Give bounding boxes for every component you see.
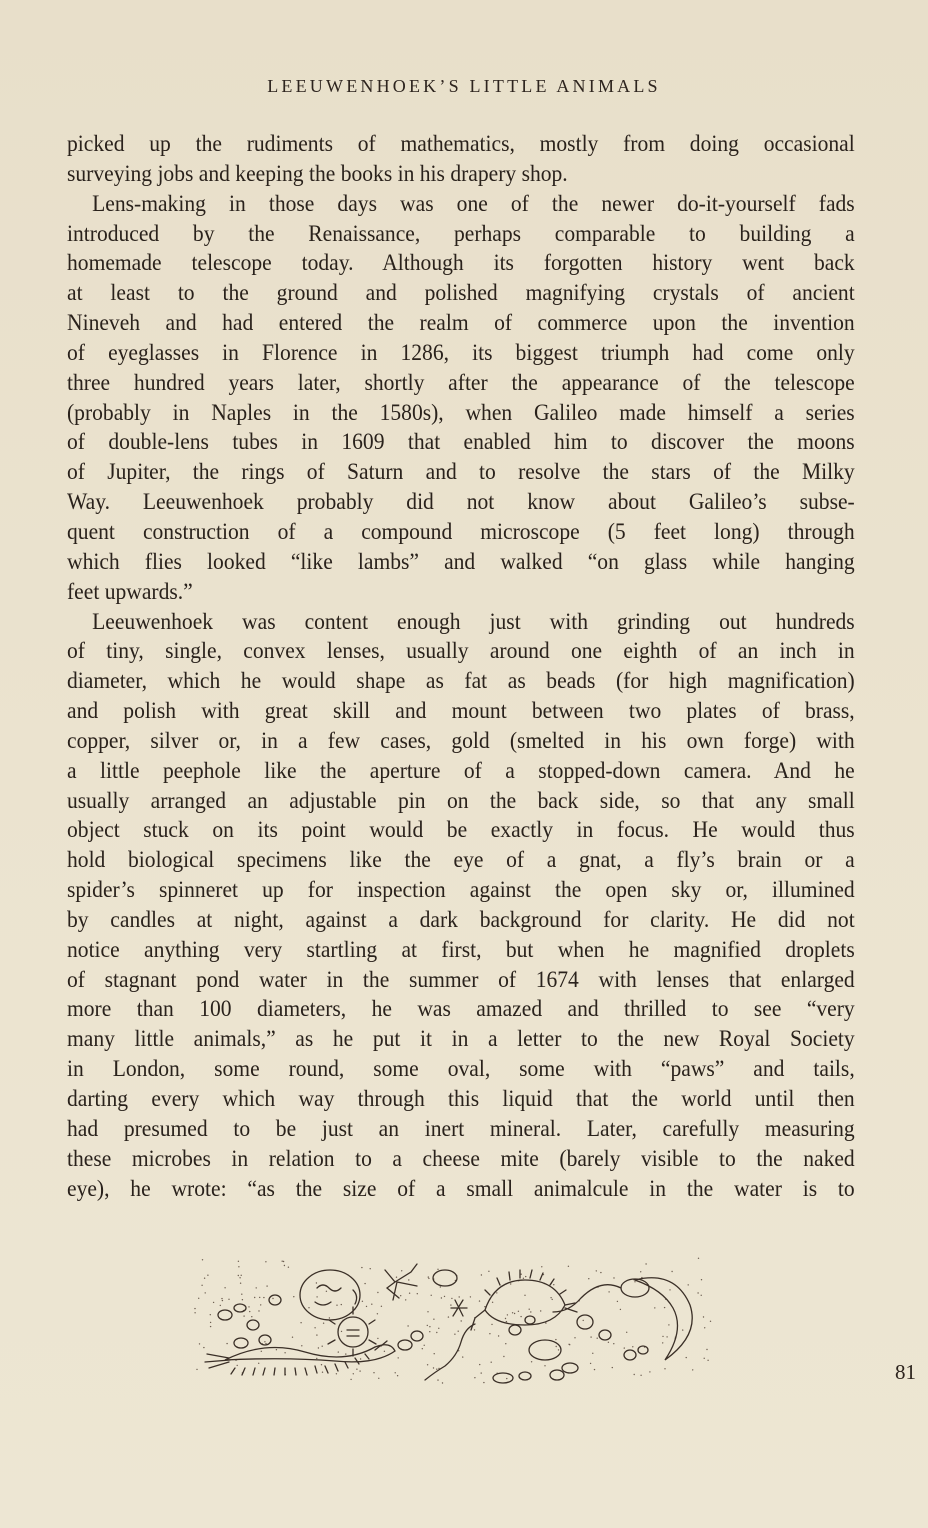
stipple-dot: [438, 1328, 439, 1329]
stipple-dot: [397, 1375, 398, 1376]
text-line: darting every which way through this liquid that the world until then: [67, 1086, 855, 1112]
stipple-dot: [265, 1261, 266, 1262]
stipple-dot: [265, 1343, 266, 1344]
running-head: LEEUWENHOEK’S LITTLE ANIMALS: [267, 76, 661, 96]
stipple-dot: [664, 1307, 665, 1308]
stipple-dot: [341, 1304, 342, 1305]
stipple-dot: [266, 1285, 267, 1286]
text-line: notice anything very startling at first, but when he magnified droplets: [67, 936, 855, 963]
stipple-dot: [201, 1285, 202, 1286]
stipple-dot: [198, 1298, 199, 1299]
stipple-dot: [427, 1364, 428, 1365]
stipple-dot: [258, 1310, 259, 1311]
stipple-dot: [366, 1306, 367, 1307]
stipple-dot: [264, 1341, 265, 1342]
stipple-dot: [442, 1382, 443, 1383]
text-line: Lens-making in those days was one of the newer do-it-yourself fads: [92, 190, 855, 217]
stipple-dot: [710, 1321, 711, 1322]
stipple-dot: [574, 1337, 575, 1338]
stipple-dot: [645, 1263, 646, 1264]
stipple-dot: [408, 1279, 409, 1280]
stipple-dot: [668, 1324, 669, 1325]
stipple-dot: [400, 1295, 401, 1296]
page-number: 81: [895, 1360, 916, 1384]
stipple-dot: [429, 1326, 430, 1327]
stipple-dot: [431, 1295, 432, 1296]
stipple-dot: [596, 1270, 597, 1271]
stipple-dot: [568, 1266, 569, 1267]
stipple-dot: [321, 1364, 322, 1365]
stipple-dot: [194, 1308, 195, 1309]
text-line: quent construction of a compound microscope (5 feet long) through: [67, 518, 855, 545]
stipple-dot: [251, 1316, 252, 1317]
stipple-dot: [544, 1365, 545, 1366]
stipple-dot: [481, 1372, 482, 1373]
text-line: Nineveh and had entered the realm of commerce upon the invention: [67, 310, 855, 337]
stipple-dot: [505, 1318, 506, 1319]
stipple-dot: [514, 1313, 515, 1314]
stipple-dot: [491, 1362, 492, 1363]
stipple-dot: [640, 1271, 641, 1272]
stipple-dot: [590, 1363, 591, 1364]
stipple-dot: [345, 1353, 346, 1354]
stipple-dot: [373, 1372, 374, 1373]
stipple-dot: [361, 1267, 362, 1268]
text-line: many little animals,” as he put it in a letter to the new Royal Society: [67, 1026, 855, 1053]
stipple-dot: [370, 1268, 371, 1269]
stipple-dot: [341, 1331, 342, 1332]
stipple-dot: [326, 1291, 327, 1292]
stipple-dot: [300, 1322, 301, 1323]
stipple-dot: [649, 1371, 650, 1372]
stipple-dot: [474, 1329, 475, 1330]
stipple-dot: [207, 1275, 208, 1276]
stipple-dot: [664, 1368, 665, 1369]
stipple-dot: [613, 1277, 614, 1278]
stipple-dot: [540, 1310, 541, 1311]
stipple-dot: [525, 1276, 526, 1277]
stipple-dot: [422, 1348, 423, 1349]
stipple-dot: [529, 1309, 530, 1310]
stipple-dot: [359, 1370, 360, 1371]
stipple-dot: [583, 1320, 584, 1321]
stipple-dot: [707, 1360, 708, 1361]
stipple-dot: [350, 1379, 351, 1380]
text-line: a little peephole like the aperture of a stopped-down camera. And he: [67, 757, 855, 784]
stipple-dot: [210, 1326, 211, 1327]
stipple-dot: [434, 1353, 435, 1354]
stipple-dot: [329, 1317, 330, 1318]
stipple-dot: [292, 1337, 293, 1338]
stipple-dot: [588, 1278, 589, 1279]
stipple-dot: [510, 1283, 511, 1284]
text-line: three hundred years later, shortly after the appearance of the telescope: [67, 369, 855, 396]
stipple-dot: [336, 1373, 337, 1374]
stipple-dot: [283, 1261, 284, 1262]
stipple-dot: [662, 1342, 663, 1343]
stipple-dot: [284, 1265, 285, 1266]
stipple-dot: [238, 1261, 239, 1262]
stipple-dot: [428, 1276, 429, 1277]
stipple-dot: [210, 1314, 211, 1315]
stipple-dot: [634, 1281, 635, 1282]
stipple-dot: [228, 1299, 229, 1300]
text-line: in London, some round, some oval, some with “paws” and tails,: [67, 1056, 855, 1083]
stipple-dot: [237, 1365, 238, 1366]
stipple-dot: [437, 1379, 438, 1380]
stipple-dot: [241, 1275, 242, 1276]
stipple-dot: [254, 1297, 255, 1298]
star-cell: [328, 1307, 376, 1356]
stipple-dot: [568, 1344, 569, 1345]
stipple-dot: [451, 1298, 452, 1299]
stipple-dot: [395, 1372, 396, 1373]
stipple-dot: [444, 1296, 445, 1297]
stipple-dot: [492, 1302, 493, 1303]
stipple-dot: [531, 1361, 532, 1362]
stipple-dot: [194, 1312, 195, 1313]
stipple-dot: [461, 1320, 462, 1321]
stipple-dot: [205, 1292, 206, 1293]
stipple-dot: [259, 1297, 260, 1298]
text-line: homemade telescope today. Although its forgotten history went back: [67, 250, 855, 277]
stipple-dot: [314, 1327, 315, 1328]
stipple-dot: [454, 1334, 455, 1335]
stipple-dot: [322, 1372, 323, 1373]
text-line: of stagnant pond water in the summer of 1674 with lenses that enlarged: [67, 966, 855, 993]
text-line: diameter, which he would shape as fat as beads (for high magnification): [67, 668, 855, 695]
stipple-dot: [701, 1279, 702, 1280]
text-line: at least to the ground and polished magnifying crystals of ancient: [67, 280, 855, 307]
stipple-dot: [276, 1349, 277, 1350]
text-line: spider’s spinneret up for inspection against the open sky or, illumined: [67, 877, 855, 904]
stipple-dot: [242, 1299, 243, 1300]
stipple-dot: [323, 1323, 324, 1324]
stipple-dot: [697, 1292, 698, 1293]
stipple-dot: [634, 1374, 635, 1375]
stipple-dot: [688, 1284, 689, 1285]
stipple-dot: [483, 1382, 484, 1383]
stipple-dot: [552, 1299, 553, 1300]
crescent-cell: [635, 1278, 692, 1360]
stipple-dot: [620, 1309, 621, 1310]
stipple-dot: [261, 1351, 262, 1352]
stipple-dot: [210, 1322, 211, 1323]
stipple-dot: [258, 1363, 259, 1364]
stipple-dot: [226, 1343, 227, 1344]
stipple-dot: [427, 1311, 428, 1312]
stipple-dot: [437, 1269, 438, 1270]
stipple-dot: [632, 1346, 633, 1347]
stipple-dot: [316, 1358, 317, 1359]
stipple-dot: [378, 1378, 379, 1379]
stipple-dot: [530, 1311, 531, 1312]
stipple-dot: [441, 1297, 442, 1298]
stipple-dot: [427, 1325, 428, 1326]
stipple-dot: [220, 1305, 221, 1306]
text-line: hold biological specimens like the eye of a gnat, a fly’s brain or a: [67, 847, 855, 874]
stipple-dot: [617, 1301, 618, 1302]
text-line: feet upwards.”: [67, 578, 193, 605]
text-line: eye), he wrote: “as the size of a small animalcule in the water is to: [67, 1175, 855, 1202]
stipple-dot: [249, 1311, 250, 1312]
small-star: [451, 1300, 467, 1316]
stipple-dot: [316, 1334, 317, 1335]
stipple-dot: [202, 1259, 203, 1260]
stipple-dot: [701, 1295, 702, 1296]
stipple-dot: [550, 1297, 551, 1298]
stipple-dot: [336, 1305, 337, 1306]
stipple-dot: [338, 1351, 339, 1352]
text-line: introduced by the Renaissance, perhaps comparable to building a: [67, 220, 855, 247]
stipple-dot: [224, 1287, 225, 1288]
text-line: surveying jobs and keeping the books in his drapery shop.: [67, 160, 568, 187]
stipple-dot: [353, 1373, 354, 1374]
stipple-dot: [377, 1313, 378, 1314]
stipple-dot: [520, 1316, 521, 1317]
stipple-dot: [377, 1338, 378, 1339]
stipple-dot: [384, 1351, 385, 1352]
stipple-dot: [555, 1339, 556, 1340]
stipple-dot: [204, 1278, 205, 1279]
stipple-dot: [669, 1289, 670, 1290]
stipple-dot: [362, 1301, 363, 1302]
text-line: and polish with great skill and mount between two plates of brass,: [67, 698, 855, 725]
text-line: copper, silver or, in a few cases, gold (smelted in his own forge) with: [67, 727, 855, 754]
text-line: Way. Leeuwenhoek probably did not know about Galileo’s subse-: [67, 489, 855, 516]
stipple-dot: [401, 1270, 402, 1271]
stipple-dot: [240, 1283, 241, 1284]
stipple-dot: [594, 1369, 595, 1370]
stipple-dot: [474, 1377, 475, 1378]
stipple-dot: [213, 1302, 214, 1303]
stipple-dot: [429, 1331, 430, 1332]
stipple-dot: [613, 1343, 614, 1344]
stipple-dot: [448, 1316, 449, 1317]
stipple-dot: [558, 1349, 559, 1350]
stipple-dot: [398, 1357, 399, 1358]
stipple-dot: [238, 1275, 239, 1276]
text-line: of tiny, single, convex lenses, usually around one eighth of an inch in: [67, 638, 855, 665]
stipple-dot: [288, 1267, 289, 1268]
stipple-dot: [506, 1378, 507, 1379]
stipple-dot: [256, 1287, 257, 1288]
stipple-dot: [523, 1278, 524, 1279]
stipple-dot: [433, 1319, 434, 1320]
stipple-dot: [654, 1307, 655, 1308]
round-cell: [300, 1270, 360, 1320]
stipple-dot: [686, 1357, 687, 1358]
stipple-dot: [704, 1327, 705, 1328]
text-line: more than 100 diameters, he was amazed and thrilled to see “very: [67, 996, 855, 1023]
stipple-dot: [243, 1315, 244, 1316]
animalcules-illustration: [185, 1250, 735, 1395]
stipple-dot: [377, 1292, 378, 1293]
stipple-dot: [521, 1274, 522, 1275]
stipple-dot: [284, 1352, 285, 1353]
stipple-dot: [481, 1274, 482, 1275]
stipple-dot: [692, 1369, 693, 1370]
stipple-dot: [512, 1312, 513, 1313]
stipple-dot: [364, 1283, 365, 1284]
stipple-dot: [405, 1299, 406, 1300]
stipple-dot: [489, 1333, 490, 1334]
text-line: these microbes in relation to a cheese mite (barely visible to the naked: [67, 1145, 855, 1172]
text-line: of double-lens tubes in 1609 that enabled him to discover the moons: [67, 429, 855, 456]
stipple-dot: [462, 1356, 463, 1357]
stipple-dot: [272, 1298, 273, 1299]
stipple-dot: [671, 1271, 672, 1272]
stipple-dot: [440, 1286, 441, 1287]
stipple-dot: [612, 1367, 613, 1368]
stipple-dot: [409, 1293, 410, 1294]
stipple-dot: [293, 1296, 294, 1297]
text-line: Leeuwenhoek was content enough just with grinding out hundreds: [92, 608, 855, 635]
stipple-dot: [479, 1364, 480, 1365]
text-line: which flies looked “like lambs” and walked “on glass while hanging: [67, 548, 855, 575]
stipple-dot: [436, 1332, 437, 1333]
stipple-dot: [239, 1277, 240, 1278]
stipple-dot: [541, 1266, 542, 1267]
stipple-dot: [318, 1347, 319, 1348]
stipple-dot: [301, 1345, 302, 1346]
stipple-dot: [196, 1369, 197, 1370]
stipple-dot: [222, 1300, 223, 1301]
body-text: [67, 130, 855, 1204]
stipple-dot: [458, 1331, 459, 1332]
stipple-dot: [507, 1314, 508, 1315]
stipple-dot: [381, 1306, 382, 1307]
stipple-dot: [704, 1358, 705, 1359]
wavy-filament: [425, 1324, 475, 1380]
stipple-dot: [626, 1332, 627, 1333]
stipple-dot: [479, 1300, 480, 1301]
stipple-dot: [597, 1338, 598, 1339]
stipple-dot: [556, 1346, 557, 1347]
stipple-dot: [706, 1349, 707, 1350]
text-line: (probably in Naples in the 1580s), when Galileo made himself a series: [67, 399, 855, 426]
stipple-dots: [194, 1258, 711, 1384]
stipple-dot: [666, 1336, 667, 1337]
stipple-dot: [356, 1369, 357, 1370]
stipple-dot: [450, 1304, 451, 1305]
stipple-dot: [221, 1298, 222, 1299]
stipple-dot: [308, 1307, 309, 1308]
stipple-dot: [503, 1356, 504, 1357]
stipple-dot: [316, 1296, 317, 1297]
stipple-dot: [553, 1284, 554, 1285]
stipple-dot: [470, 1296, 471, 1297]
text-line: picked up the rudiments of mathematics, mostly from doing occasional: [67, 131, 855, 157]
text-line: usually arranged an adjustable pin on the back side, so that any small: [67, 787, 855, 814]
stipple-dot: [371, 1304, 372, 1305]
stipple-dot: [592, 1353, 593, 1354]
stipple-dot: [316, 1282, 317, 1283]
stipple-dot: [662, 1336, 663, 1337]
stipple-dot: [608, 1291, 609, 1292]
stipple-dot: [203, 1347, 204, 1348]
stipple-dot: [524, 1295, 525, 1296]
stipple-dot: [518, 1311, 519, 1312]
stipple-dot: [260, 1304, 261, 1305]
stipple-dot: [238, 1266, 239, 1267]
stipple-dot: [436, 1369, 437, 1370]
stipple-dot: [360, 1358, 361, 1359]
text-line: of eyeglasses in Florence in 1286, its biggest triumph had come only: [67, 339, 855, 366]
text-line: by candles at night, against a dark background for clarity. He did not: [67, 906, 855, 933]
stipple-dot: [241, 1294, 242, 1295]
stipple-dot: [199, 1343, 200, 1344]
stipple-dot: [682, 1329, 683, 1330]
stipple-dot: [590, 1336, 591, 1337]
stipple-dot: [600, 1272, 601, 1273]
stipple-dot: [608, 1342, 609, 1343]
stipple-dot: [263, 1297, 264, 1298]
stipple-dot: [248, 1306, 249, 1307]
stipple-dot: [498, 1335, 499, 1336]
stipple-dot: [506, 1321, 507, 1322]
stipple-dot: [322, 1346, 323, 1347]
stipple-dot: [640, 1375, 641, 1376]
stipple-dot: [424, 1345, 425, 1346]
text-line: had presumed to be just an inert mineral. Later, carefully measuring: [67, 1115, 855, 1142]
text-line: object stuck on its point would be exactly in focus. He would thus: [67, 817, 855, 844]
stipple-dot: [282, 1261, 283, 1262]
stipple-dot: [407, 1325, 408, 1326]
stipple-dot: [428, 1278, 429, 1279]
stipple-dot: [459, 1296, 460, 1297]
text-line: of Jupiter, the rings of Saturn and to resolve the stars of the Milky: [67, 459, 855, 486]
stipple-dot: [496, 1292, 497, 1293]
stipple-dot: [417, 1293, 418, 1294]
stipple-dot: [488, 1271, 489, 1272]
stipple-dot: [505, 1343, 506, 1344]
stipple-dot: [396, 1277, 397, 1278]
stipple-dot: [433, 1367, 434, 1368]
stipple-dot: [703, 1316, 704, 1317]
stipple-dot: [624, 1347, 625, 1348]
stipple-dot: [698, 1258, 699, 1259]
stipple-dot: [491, 1324, 492, 1325]
